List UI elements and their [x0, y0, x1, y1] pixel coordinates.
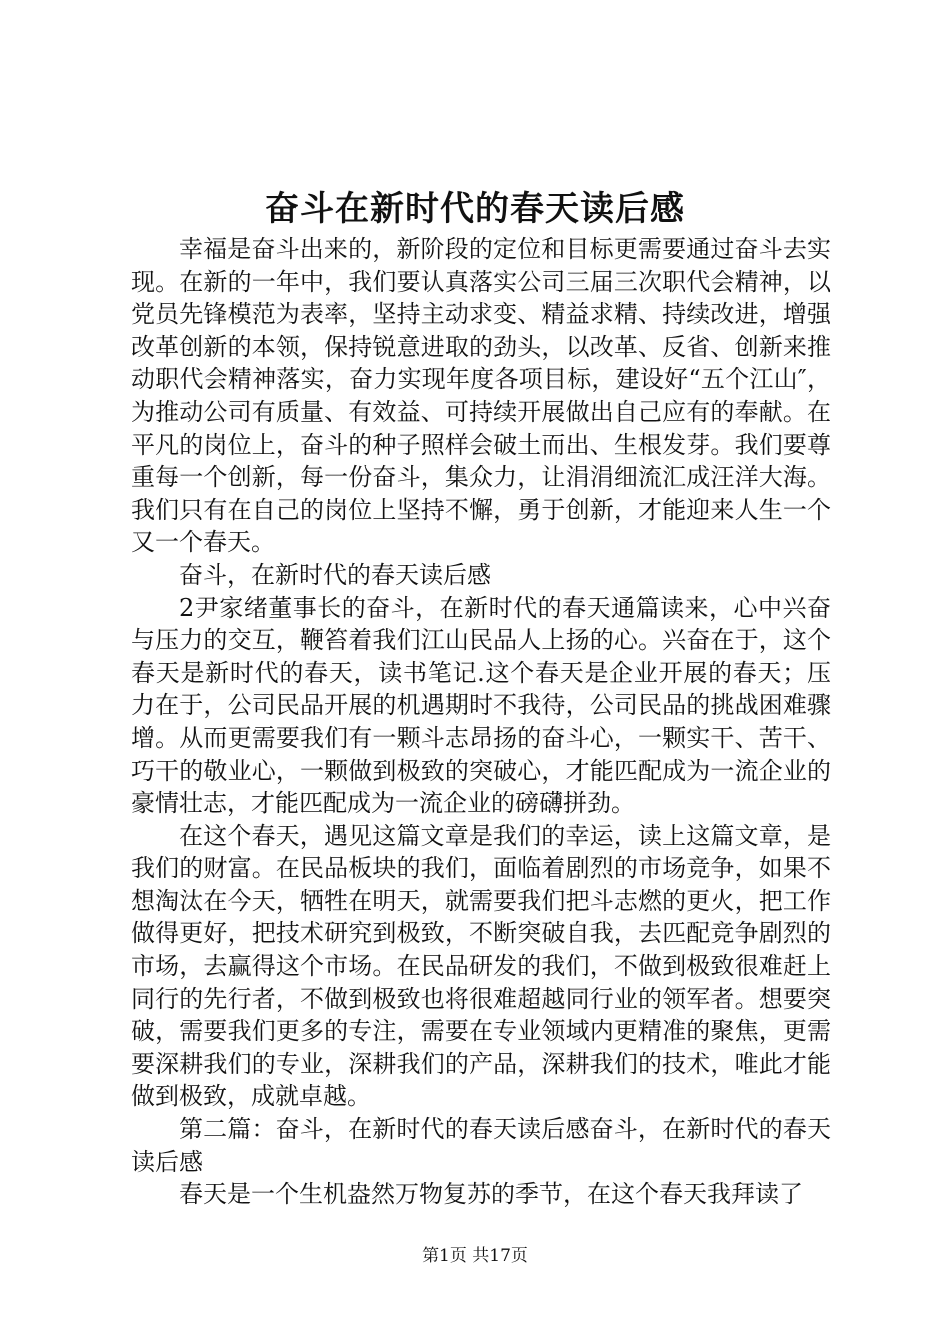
document-title: 奋斗在新时代的春天读后感 [265, 189, 685, 229]
paragraph-5-section-heading: 第二篇：奋斗，在新时代的春天读后感奋斗，在新时代的春天读后感 [131, 1115, 831, 1176]
paragraph-6: 春天是一个生机盎然万物复苏的季节，在这个春天我拜读了 [179, 1180, 803, 1209]
paragraph-1: 幸福是奋斗出来的，新阶段的定位和目标更需要通过奋斗去实现。在新的一年中，我们要认真落实公司三届三次职代会精神，以党员先锋模范为表率，坚持主动求变、精益求精、持续改进，增强改革创新的本领，保持锐意进取的劲头，以改革、反省、创新来推动职代会精神落实，奋力实现年度各项目标，建设好“五个江山″，为推动公司有质量、有效益、可持续开展做出自己应有的奉献。在平凡的岗位上，奋斗的种子照样会破土而出、生根发芽。我们要尊重每一个创新，每一份奋斗，集众力，让涓涓细流汇成汪洋大海。我们只有在自己的岗位上坚持不懈，勇于创新，才能迎来人生一个又一个春天。 [131, 235, 831, 557]
paragraph-4: 在这个春天，遇见这篇文章是我们的幸运，读上这篇文章，是我们的财富。在民品板块的我们，面临着剧烈的市场竞争，如果不想淘汰在今天，牺牲在明天，就需要我们把斗志燃的更火，把工作做得更好，把技术研究到极致，不断突破自我，去匹配竞争剧烈的市场，去赢得这个市场。在民品研发的我们，不做到极致很难赶上同行的先行者，不做到极致也将很难超越同行业的领军者。想要突破，需要我们更多的专注，需要在专业领域内更精准的聚焦，更需要深耕我们的专业，深耕我们的产品，深耕我们的技术，唯此才能做到极致，成就卓越。 [131, 821, 831, 1111]
paragraph-2-subheading: 奋斗，在新时代的春天读后感 [179, 560, 491, 589]
document-body [131, 233, 831, 1211]
paragraph-3: 2尹家绪董事长的奋斗，在新时代的春天通篇读来，心中兴奋与压力的交互，鞭笞着我们江山民品人上扬的心。兴奋在于，这个春天是新时代的春天，读书笔记.这个春天是企业开展的春天；压力在于，公司民品开展的机遇期时不我待，公司民品的挑战困难骤增。从而更需要我们有一颗斗志昂扬的奋斗心，一颗实干、苦干、巧干的敬业心，一颗做到极致的突破心，才能匹配成为一流企业的豪情壮志，才能匹配成为一流企业的磅礴拼劲。 [131, 593, 831, 818]
page-number-footer: 第1页 共17页 [422, 1246, 528, 1266]
